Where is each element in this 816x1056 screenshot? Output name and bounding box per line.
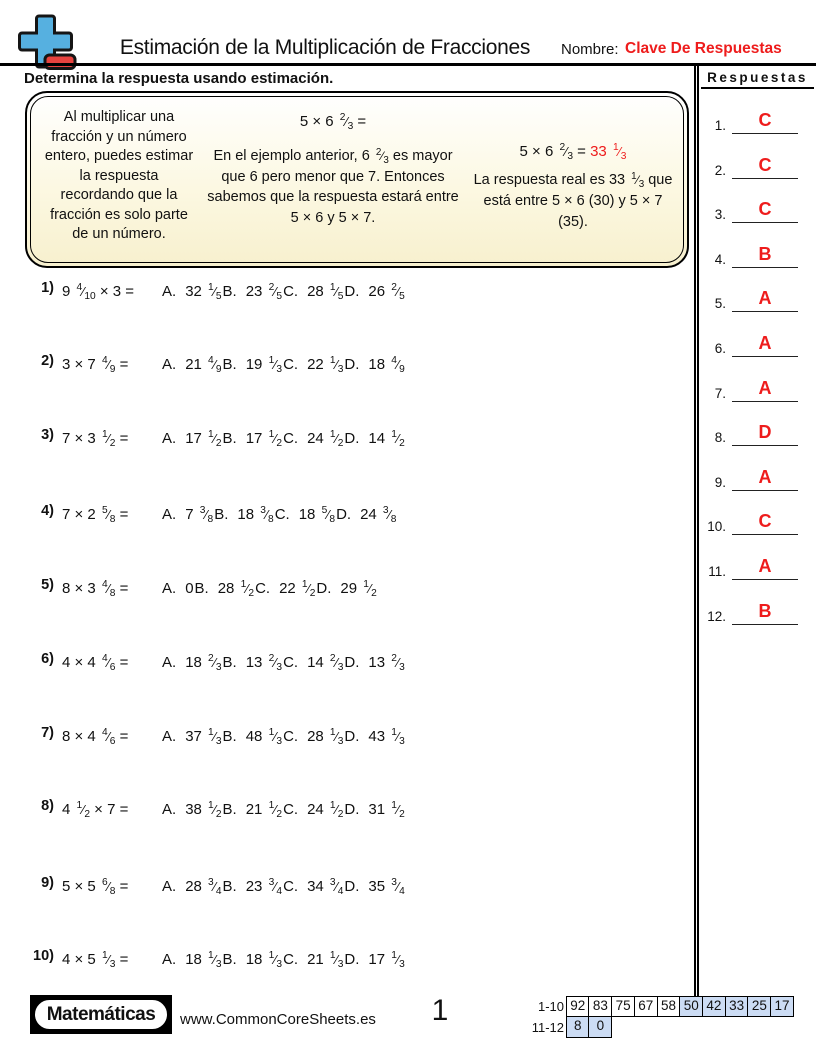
problem-row xyxy=(0,798,690,831)
score-cell: 67 xyxy=(634,996,658,1017)
choice-letter: B. xyxy=(214,506,229,523)
problem-expression: 7 × 2 $^5⁄_8$ = xyxy=(62,505,129,526)
choice-letter: D. xyxy=(344,878,360,895)
choice-letter: D. xyxy=(316,580,332,597)
fraction: $^1⁄_2$ xyxy=(101,429,116,450)
choice-value: 14 $^2⁄_3$ xyxy=(307,653,344,674)
fraction: $^4⁄_9$ xyxy=(391,355,405,376)
score-cell: 25 xyxy=(747,996,771,1017)
choice-c xyxy=(283,355,344,376)
choice-letter: A. xyxy=(162,728,177,745)
fraction: $^1⁄_3$ xyxy=(101,950,116,971)
fraction: $^1⁄_2$ xyxy=(391,800,405,821)
fraction: $^4⁄_{10}$ xyxy=(76,282,96,303)
problem-number: 6) xyxy=(41,651,54,667)
answer-row xyxy=(700,461,814,491)
answer-number: 12. xyxy=(707,608,726,624)
choice-letter: B. xyxy=(222,430,237,447)
choice-value: 22 $^1⁄_2$ xyxy=(279,579,316,600)
choice-value: 21 $^4⁄_9$ xyxy=(185,355,222,376)
problem-row xyxy=(0,875,690,908)
answer-letter: B xyxy=(758,600,772,621)
choice-letter: B. xyxy=(222,801,237,818)
answer-row xyxy=(700,595,814,625)
name-value: Clave De Respuestas xyxy=(625,40,782,57)
choice-letter: D. xyxy=(344,951,360,968)
choice-letter: C. xyxy=(274,506,290,523)
choice-letter: A. xyxy=(162,356,177,373)
choice-value: 28 $^1⁄_5$ xyxy=(307,282,344,303)
choice-value: 17 $^1⁄_2$ xyxy=(245,429,283,450)
score-cell: 50 xyxy=(679,996,703,1017)
choice-value: 24 $^3⁄_8$ xyxy=(360,505,397,526)
fraction: $^1⁄_3$ xyxy=(268,727,283,748)
answer-row xyxy=(700,416,814,446)
answer-letter: A xyxy=(758,333,772,353)
problem-number: 1) xyxy=(41,280,54,296)
choice-value: 0 xyxy=(185,580,194,597)
answer-number: 10. xyxy=(707,519,726,535)
choice-letter: C. xyxy=(283,356,299,373)
fraction: $^1⁄_2$ xyxy=(329,429,344,450)
choice-value: 32 $^1⁄_5$ xyxy=(185,282,222,303)
fraction: $^6⁄_8$ xyxy=(101,877,116,898)
choice-value: 13 $^2⁄_3$ xyxy=(368,653,405,674)
problem-row xyxy=(0,353,690,386)
choice-value: 18 $^1⁄_3$ xyxy=(245,950,283,971)
fraction: $^1⁄_5$ xyxy=(208,282,222,303)
example-center-column xyxy=(199,97,467,262)
choice-value: 24 $^1⁄_2$ xyxy=(307,800,344,821)
score-cell: 83 xyxy=(588,996,612,1017)
answer-row xyxy=(700,505,814,535)
fraction: $^1⁄_3$ xyxy=(329,950,344,971)
answer-letter: C xyxy=(758,511,772,532)
choice-letter: D. xyxy=(344,283,360,300)
choice-letter: D. xyxy=(344,356,360,373)
choice-value: 18 $^2⁄_3$ xyxy=(185,653,222,674)
problem-number: 5) xyxy=(41,577,54,593)
choice-b xyxy=(222,800,283,821)
choice-a xyxy=(162,950,222,971)
choice-value: 21 $^1⁄_2$ xyxy=(245,800,283,821)
example-answer-red: 33 $^1⁄_3$ xyxy=(590,142,627,163)
choice-value: 29 $^1⁄_2$ xyxy=(340,579,377,600)
score-cell: 42 xyxy=(702,996,726,1017)
choice-value: 28 $^1⁄_3$ xyxy=(307,727,344,748)
answer-number: 6. xyxy=(714,341,726,356)
fraction: $^4⁄_6$ xyxy=(101,727,116,748)
choice-value: 22 $^1⁄_3$ xyxy=(307,355,344,376)
choice-letter: C. xyxy=(283,283,299,300)
problem-expression: 3 × 7 $^4⁄_9$ = xyxy=(62,355,129,376)
score-cell: 0 xyxy=(588,1016,612,1038)
problem-number: 4) xyxy=(41,503,54,519)
choice-value: 21 $^1⁄_3$ xyxy=(307,950,344,971)
choice-d xyxy=(336,505,397,526)
answer-letter: C xyxy=(758,154,772,175)
choice-c xyxy=(283,429,344,450)
choice-letter: A. xyxy=(162,580,177,597)
choice-a xyxy=(162,429,222,450)
choice-a xyxy=(162,877,222,898)
answer-letter: D xyxy=(758,422,772,443)
answer-choices xyxy=(162,355,406,376)
answer-row xyxy=(700,193,814,223)
fraction: $^2⁄_3$ xyxy=(375,146,389,166)
problem-row xyxy=(0,503,690,536)
fraction: $^1⁄_3$ xyxy=(612,142,627,163)
score-row-label: 11-12 xyxy=(531,1020,564,1035)
answer-number: 3. xyxy=(714,207,726,223)
fraction: $^1⁄_2$ xyxy=(301,579,316,600)
choice-d xyxy=(316,579,377,600)
choice-b xyxy=(222,282,283,303)
answer-choices xyxy=(162,429,406,450)
answer-row xyxy=(700,327,814,357)
problem-expression: 7 × 3 $^1⁄_2$ = xyxy=(62,429,129,450)
choice-value: 17 $^1⁄_3$ xyxy=(368,950,405,971)
answer-row xyxy=(700,149,814,179)
choice-letter: A. xyxy=(162,283,177,300)
choice-letter: A. xyxy=(162,654,177,671)
logo-label: Matemáticas xyxy=(33,998,169,1031)
fraction: $^1⁄_2$ xyxy=(240,579,255,600)
fraction: $^1⁄_3$ xyxy=(268,950,283,971)
choice-b xyxy=(222,877,283,898)
choice-letter: D. xyxy=(344,801,360,818)
fraction: $^1⁄_3$ xyxy=(329,727,344,748)
problem-expression: 5 × 5 $^6⁄_8$ = xyxy=(62,877,129,898)
choice-value: 17 $^1⁄_2$ xyxy=(185,429,222,450)
choice-letter: D. xyxy=(344,430,360,447)
choice-letter: D. xyxy=(344,728,360,745)
choice-value: 18 $^1⁄_3$ xyxy=(185,950,222,971)
fraction: $^1⁄_3$ xyxy=(208,727,222,748)
choice-value: 14 $^1⁄_2$ xyxy=(368,429,405,450)
choice-d xyxy=(344,355,405,376)
choice-c xyxy=(283,877,344,898)
answer-row xyxy=(700,238,814,268)
problem-row xyxy=(0,280,690,313)
choice-value: 34 $^3⁄_4$ xyxy=(307,877,344,898)
problem-expression: 4 × 4 $^4⁄_6$ = xyxy=(62,653,129,674)
choice-letter: B. xyxy=(222,951,237,968)
problem-number: 10) xyxy=(33,948,54,964)
choice-a xyxy=(162,800,222,821)
choice-c xyxy=(255,579,316,600)
sidebar-divider xyxy=(694,66,699,1012)
choice-b xyxy=(222,950,283,971)
problem-number: 2) xyxy=(41,353,54,369)
answer-letter: A xyxy=(758,288,772,309)
problem-row xyxy=(0,577,690,610)
choice-c xyxy=(283,800,344,821)
problem-expression: 8 × 4 $^4⁄_6$ = xyxy=(62,727,129,748)
problem-number: 7) xyxy=(41,725,54,741)
choice-letter: B. xyxy=(222,356,237,373)
choice-letter: A. xyxy=(162,878,177,895)
choice-value: 31 $^1⁄_2$ xyxy=(368,800,405,821)
fraction: $^1⁄_3$ xyxy=(268,355,283,376)
answer-number: 8. xyxy=(714,430,726,446)
choice-letter: B. xyxy=(222,728,237,745)
example-box-inner xyxy=(30,96,684,263)
fraction: $^1⁄_2$ xyxy=(208,800,222,821)
answer-row xyxy=(700,104,814,134)
choice-a xyxy=(162,505,214,526)
answer-choices xyxy=(162,653,406,674)
answer-letter: B xyxy=(758,243,772,264)
choice-value: 43 $^1⁄_3$ xyxy=(368,727,405,748)
answer-number: 11. xyxy=(708,564,726,579)
fraction: $^4⁄_6$ xyxy=(101,653,116,674)
website-url: www.CommonCoreSheets.es xyxy=(180,1011,376,1028)
matematicas-logo xyxy=(30,995,172,1034)
answer-letter: A xyxy=(758,377,772,398)
fraction: $^3⁄_8$ xyxy=(382,505,397,526)
score-cell: 92 xyxy=(566,996,590,1017)
choice-value: 13 $^2⁄_3$ xyxy=(245,653,283,674)
score-row xyxy=(527,996,794,1017)
answer-number: 5. xyxy=(714,296,726,312)
problem-expression: 4 $^1⁄_2 \times 7$ = xyxy=(62,800,129,821)
score-table xyxy=(527,996,794,1038)
fraction: $^1⁄_3$ xyxy=(208,950,222,971)
fraction: $^1⁄_5$ xyxy=(329,282,344,303)
fraction: $^4⁄_9$ xyxy=(101,355,116,376)
choice-b xyxy=(222,355,283,376)
answer-letter: C xyxy=(758,199,772,220)
fraction: $^5⁄_8$ xyxy=(101,505,116,526)
fraction: $^1⁄_2$ xyxy=(363,579,377,600)
score-cell: 8 xyxy=(566,1016,590,1038)
example-answer-equation xyxy=(471,142,675,163)
answer-choices xyxy=(162,282,406,303)
choice-letter: C. xyxy=(283,801,299,818)
answer-letter: A xyxy=(758,556,772,576)
problem-number: 8) xyxy=(41,798,54,814)
fraction: $^2⁄_3$ xyxy=(208,653,222,674)
choice-b xyxy=(222,727,283,748)
choice-letter: D. xyxy=(336,506,352,523)
fraction: $^3⁄_4$ xyxy=(208,877,222,898)
choice-value: 48 $^1⁄_3$ xyxy=(245,727,283,748)
choice-value: 18 $^3⁄_8$ xyxy=(237,505,274,526)
choice-value: 35 $^3⁄_4$ xyxy=(368,877,405,898)
choice-a xyxy=(162,653,222,674)
example-answer-prefix: 5 × 6 $^2⁄_3$ = xyxy=(519,142,591,163)
choice-b xyxy=(194,579,255,600)
fraction: $^1⁄_2$ xyxy=(268,800,283,821)
fraction: $^1⁄_2$ xyxy=(208,429,222,450)
choice-c xyxy=(283,282,344,303)
choice-letter: D. xyxy=(344,654,360,671)
choice-b xyxy=(222,429,283,450)
answer-choices xyxy=(162,505,397,526)
fraction: $^2⁄_3$ xyxy=(329,653,344,674)
choice-letter: C. xyxy=(283,728,299,745)
answer-row xyxy=(700,550,814,580)
choice-d xyxy=(344,877,405,898)
fraction: $^2⁄_5$ xyxy=(268,282,283,303)
name-label: Nombre: xyxy=(561,41,619,58)
fraction: $^5⁄_8$ xyxy=(321,505,336,526)
problem-expression: 8 × 3 $^4⁄_8$ = xyxy=(62,579,129,600)
answer-choices xyxy=(162,727,406,748)
choice-a xyxy=(162,727,222,748)
fraction: $^1⁄_3$ xyxy=(391,950,405,971)
choice-letter: B. xyxy=(222,283,237,300)
problem-row xyxy=(0,427,690,460)
choice-a xyxy=(162,580,194,597)
example-center-text: En el ejemplo anterior, 6 $^2⁄_3$ es mayor que 6 pero menor que 7. Entonces sabemos que la respuesta estará entre 5 × 6 y 5 × 7. xyxy=(207,146,459,226)
example-answer-text: La respuesta real es 33 $^1⁄_3$ que está entre 5 × 6 (30) y 5 × 7 (35). xyxy=(473,170,673,230)
fraction: $^4⁄_8$ xyxy=(101,579,116,600)
fraction: $^3⁄_8$ xyxy=(199,505,214,526)
choice-d xyxy=(344,653,405,674)
answer-row xyxy=(700,372,814,402)
fraction: $^2⁄_3$ xyxy=(339,112,354,133)
choice-letter: C. xyxy=(283,878,299,895)
choice-value: 18 $^5⁄_8$ xyxy=(298,505,336,526)
problem-expression: 9 $^4⁄_{10} \times 3$ = xyxy=(62,282,135,303)
fraction: $^4⁄_9$ xyxy=(208,355,222,376)
instruction-text: Determina la respuesta usando estimación. xyxy=(24,70,334,87)
choice-letter: C. xyxy=(283,654,299,671)
fraction: $^1⁄_2$ xyxy=(391,429,405,450)
score-row-label: 1-10 xyxy=(537,999,564,1014)
problem-row xyxy=(0,725,690,758)
answer-choices xyxy=(162,877,406,898)
answer-number: 7. xyxy=(714,385,726,401)
problem-row xyxy=(0,948,690,981)
choice-value: 26 $^2⁄_5$ xyxy=(368,282,405,303)
page-title: Estimación de la Multiplicación de Fracciones xyxy=(119,36,531,59)
choice-b xyxy=(222,653,283,674)
answer-letter: A xyxy=(758,466,772,487)
score-row xyxy=(527,1017,794,1038)
fraction: $^2⁄_5$ xyxy=(391,282,405,303)
answer-number: 2. xyxy=(714,162,726,178)
choice-value: 28 $^1⁄_2$ xyxy=(217,579,255,600)
choice-letter: C. xyxy=(255,580,271,597)
choice-d xyxy=(344,800,405,821)
choice-value: 23 $^2⁄_5$ xyxy=(245,282,283,303)
fraction: $^1⁄_2$ xyxy=(268,429,283,450)
choice-letter: A. xyxy=(162,430,177,447)
fraction: $^2⁄_3$ xyxy=(268,653,283,674)
fraction: $^1⁄_2$ xyxy=(76,800,90,821)
fraction: $^3⁄_8$ xyxy=(260,505,274,526)
example-right-column xyxy=(467,97,683,262)
problem-number: 3) xyxy=(41,427,54,443)
score-cell: 75 xyxy=(611,996,635,1017)
answer-number: 4. xyxy=(714,251,726,267)
choice-letter: A. xyxy=(162,951,177,968)
choice-value: 38 $^1⁄_2$ xyxy=(185,800,222,821)
fraction: $^3⁄_4$ xyxy=(391,877,405,898)
problem-number: 9) xyxy=(41,875,54,891)
answer-choices xyxy=(162,800,406,821)
choice-value: 18 $^4⁄_9$ xyxy=(368,355,405,376)
choice-d xyxy=(344,727,405,748)
choice-d xyxy=(344,950,405,971)
choice-value: 37 $^1⁄_3$ xyxy=(185,727,222,748)
choice-letter: A. xyxy=(162,801,177,818)
page-number: 1 xyxy=(431,994,449,1027)
fraction: $^3⁄_4$ xyxy=(329,877,344,898)
choice-c xyxy=(283,727,344,748)
choice-value: 23 $^3⁄_4$ xyxy=(245,877,283,898)
answer-row xyxy=(700,282,814,312)
choice-d xyxy=(344,282,405,303)
choice-letter: C. xyxy=(283,430,299,447)
choice-value: 7 $^3⁄_8$ xyxy=(185,505,214,526)
answer-number: 9. xyxy=(714,474,726,490)
fraction: $^3⁄_4$ xyxy=(268,877,283,898)
fraction: $^1⁄_3$ xyxy=(391,727,405,748)
answer-letter: C xyxy=(758,110,772,130)
example-box xyxy=(25,91,689,268)
choice-letter: B. xyxy=(222,654,237,671)
choice-d xyxy=(344,429,405,450)
fraction: $^2⁄_3$ xyxy=(559,142,573,163)
choice-value: 24 $^1⁄_2$ xyxy=(307,429,344,450)
choice-b xyxy=(214,505,274,526)
answer-choices xyxy=(162,950,406,971)
score-cell: 17 xyxy=(770,996,794,1017)
example-left-text: Al multiplicar una fracción y un número entero, puedes estimar la respuesta recordando que la fracción es solo parte de un número. xyxy=(44,109,194,242)
score-cell: 58 xyxy=(657,996,681,1017)
fraction: $^1⁄_2$ xyxy=(329,800,344,821)
fraction: $^2⁄_3$ xyxy=(391,653,405,674)
example-equation: 5 × 6 $^2⁄_3$ = xyxy=(299,112,367,133)
choice-c xyxy=(274,505,336,526)
answer-choices xyxy=(162,579,378,600)
answers-heading: Respuestas xyxy=(701,70,814,89)
choice-value: 28 $^3⁄_4$ xyxy=(185,877,222,898)
choice-c xyxy=(283,950,344,971)
choice-letter: C. xyxy=(283,951,299,968)
choice-c xyxy=(283,653,344,674)
choice-letter: A. xyxy=(162,506,177,523)
answer-number: 1. xyxy=(714,118,726,133)
problem-expression: 4 × 5 $^1⁄_3$ = xyxy=(62,950,129,971)
choice-a xyxy=(162,282,222,303)
choice-a xyxy=(162,355,222,376)
problem-row xyxy=(0,651,690,684)
choice-value: 19 $^1⁄_3$ xyxy=(245,355,283,376)
score-cell: 33 xyxy=(725,996,749,1017)
choice-letter: B. xyxy=(222,878,237,895)
fraction: $^1⁄_3$ xyxy=(329,355,344,376)
choice-letter: B. xyxy=(194,580,209,597)
fraction: $^1⁄_3$ xyxy=(631,170,645,190)
